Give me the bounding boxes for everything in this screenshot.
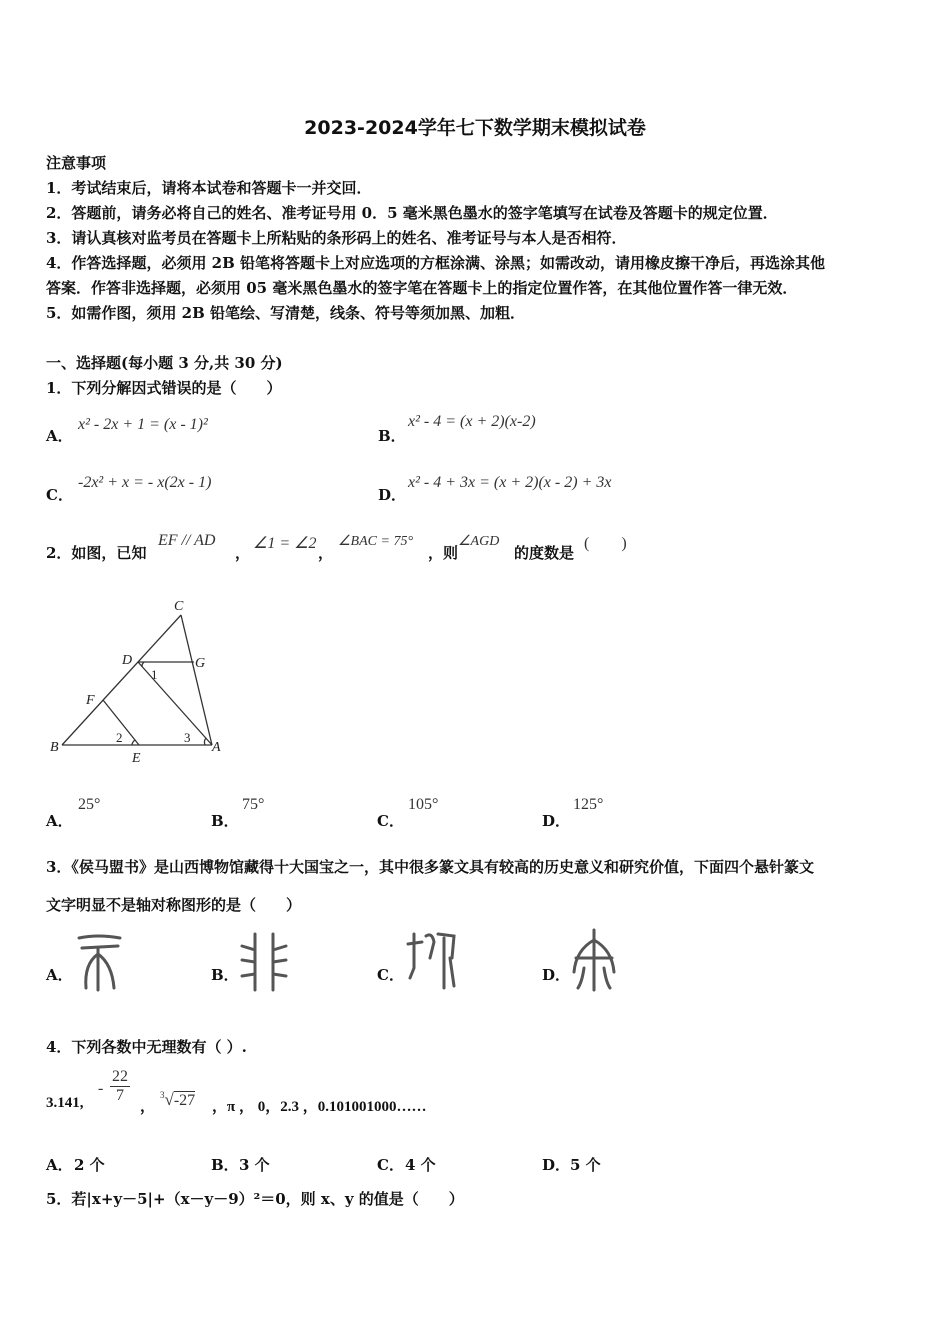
q4-option-c: 4 个: [405, 1156, 436, 1174]
q2-option-b: 75°: [242, 796, 265, 813]
q2-geometry-figure: [40, 590, 240, 770]
q2-option-c: 105°: [408, 796, 439, 813]
q4-fraction-numerator: 22: [112, 1068, 128, 1085]
q2-suffix: 的度数是: [514, 544, 575, 562]
q2-option-b-label: B．: [211, 812, 239, 830]
q3-option-a-label: A．: [46, 966, 73, 984]
q3-option-a-seal-script: [74, 930, 126, 994]
q4-number-1: 3.141,: [46, 1095, 84, 1111]
point-e-label: E: [132, 751, 141, 766]
point-g-label: G: [195, 656, 206, 671]
point-f-label: F: [86, 693, 95, 708]
q2-then: ，则: [428, 544, 459, 562]
page-title: 2023-2024学年七下数学期末模拟试卷: [304, 117, 646, 139]
q4-fraction: [110, 1068, 130, 1105]
notice-item: 3．请认真核对监考员在答题卡上所粘贴的条形码上的姓名、准考证号与本人是否相符．: [46, 229, 627, 247]
point-c-label: C: [174, 599, 184, 614]
q3-option-c-label: C．: [377, 966, 404, 984]
q4-comma: ，: [140, 1097, 156, 1115]
q4-option-a-label: A．: [46, 1156, 73, 1174]
q2-option-c-label: C．: [377, 812, 404, 830]
angle-3-arc: [204, 738, 206, 745]
q2-comma: ，: [318, 544, 334, 562]
q4-option-b: 3 个: [239, 1156, 270, 1174]
q4-fraction-sign: -: [98, 1080, 104, 1097]
q1-option-c: -2x² + x = - x(2x - 1): [78, 474, 212, 491]
question-3-stem: 3．《侯马盟书》是山西博物馆藏得十大国宝之一，其中很多篆文具有较高的历史意义和研究价值，下面四个悬针篆文: [46, 858, 814, 876]
angle-2-arc: [132, 740, 135, 745]
question-3-stem-cont: 文字明显不是轴对称图形的是（ ）: [46, 896, 302, 914]
notice-item: 2．答题前，请务必将自己的姓名、准考证号用 0．5 毫米黑色墨水的签字笔填写在试卷及答题卡的规定位置．: [46, 204, 778, 222]
q4-option-c-label: C．: [377, 1156, 404, 1174]
q1-option-b-label: B．: [378, 427, 406, 445]
notice-item: 答案．作答非选择题，必须用 05 毫米黑色墨水的签字笔在答题卡上的指定位置作答，在其他位置作答一律无效．: [46, 279, 798, 297]
q3-option-b-label: B．: [211, 966, 239, 984]
question-1-stem: 1．下列分解因式错误的是（ ）: [46, 379, 282, 397]
notice-item: 5．如需作图，须用 2B 铅笔绘、写清楚，线条、符号等须加黑、加粗．: [46, 304, 525, 322]
q4-cube-root: $^3$√-27: [160, 1090, 196, 1109]
notice-item: 1．考试结束后，请将本试卷和答题卡一并交回．: [46, 179, 372, 197]
q4-option-d: 5 个: [570, 1156, 601, 1174]
point-d-label: D: [122, 653, 133, 668]
q1-option-a-label: A．: [46, 427, 73, 445]
q4-root-index: 3: [160, 1090, 165, 1100]
q2-comma: ，: [235, 544, 251, 562]
q1-option-d-label: D．: [378, 486, 407, 504]
point-b-label: B: [50, 740, 59, 755]
question-5-stem: 5．若|x+y－5|+（x－y－9）²＝0，则 x、y 的值是（ ）: [46, 1190, 464, 1208]
q4-option-a: 2 个: [74, 1156, 105, 1174]
q2-option-a-label: A．: [46, 812, 73, 830]
q4-root-radicand: -27: [173, 1092, 196, 1109]
q3-option-d-label: D．: [542, 966, 571, 984]
angle-2-label: 2: [116, 730, 123, 745]
segment-cb: [62, 615, 181, 745]
q2-condition-2: ∠1 = ∠2: [253, 535, 317, 552]
q3-option-c-seal-script: [404, 928, 460, 994]
angle-1-label: 1: [151, 667, 158, 682]
q2-option-a: 25°: [78, 796, 101, 813]
q1-option-a: x² - 2x + 1 = (x - 1)²: [78, 416, 208, 433]
section-heading: 一、选择题(每小题 3 分,共 30 分): [46, 354, 283, 372]
question-2-prefix: 2．如图，已知: [46, 544, 147, 562]
question-4-stem: 4．下列各数中无理数有（ ）.: [46, 1038, 247, 1056]
q2-target-angle: ∠AGD: [458, 534, 500, 549]
angle-3-label: 3: [184, 730, 191, 745]
q1-option-c-label: C．: [46, 486, 73, 504]
angle-1-arc: [142, 662, 144, 667]
q2-answer-paren: ( ): [584, 535, 627, 552]
q4-number-list: ，π ， 0，2.3 ，0.101001000……: [212, 1099, 427, 1115]
q1-option-d: x² - 4 + 3x = (x + 2)(x - 2) + 3x: [408, 474, 612, 491]
segment-ca: [181, 615, 212, 745]
notice-heading: 注意事项: [46, 154, 107, 172]
q3-option-b-seal-script: [238, 930, 290, 994]
q2-option-d-label: D．: [542, 812, 571, 830]
segment-da: [138, 662, 212, 745]
q2-condition-1: EF // AD: [158, 532, 216, 549]
q4-option-b-label: B．: [211, 1156, 239, 1174]
q1-option-b: x² - 4 = (x + 2)(x-2): [408, 413, 536, 430]
q2-option-d: 125°: [573, 796, 604, 813]
q3-option-d-seal-script: [568, 928, 620, 994]
notice-item: 4．作答选择题，必须用 2B 铅笔将答题卡上对应选项的方框涂满、涂黑；如需改动，请用橡皮擦干净后，再选涂其他: [46, 254, 826, 272]
q4-fraction-denominator: 7: [116, 1087, 124, 1104]
q2-condition-3: ∠BAC = 75°: [338, 534, 414, 549]
q4-option-d-label: D．: [542, 1156, 571, 1174]
point-a-label: A: [212, 740, 221, 755]
